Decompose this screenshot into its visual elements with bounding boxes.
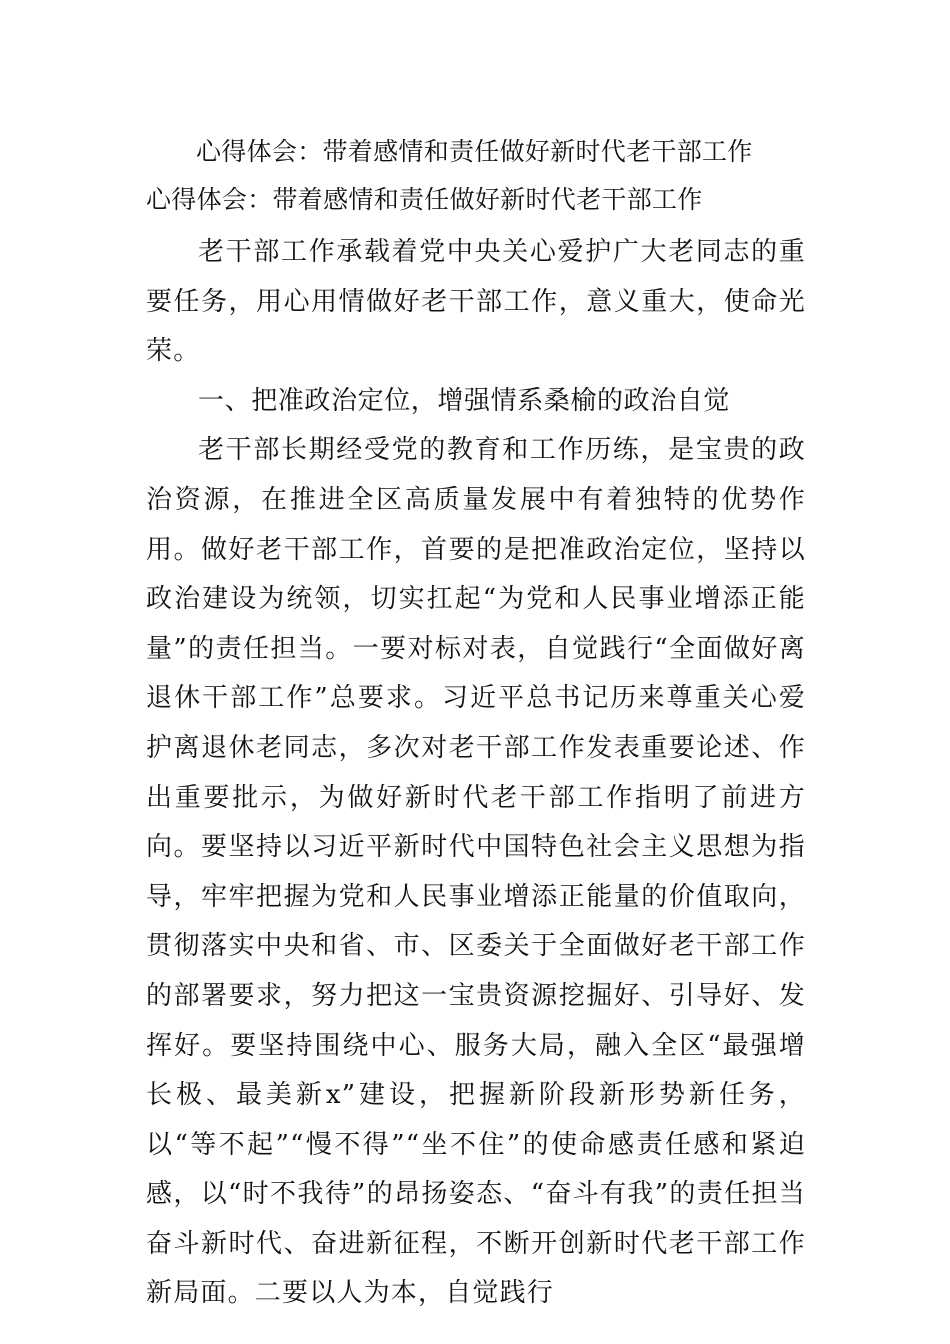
section-heading-1: 一、把准政治定位，增强情系桑榆的政治自觉 — [198, 385, 731, 416]
document-title: 心得体会：带着感情和责任做好新时代老干部工作 — [196, 137, 753, 166]
body-paragraph: 老干部长期经受党的教育和工作历练，是宝贵的政治资源，在推进全区高质量发展中有着独特的优势作用。做好老干部工作，首要的是把准政治定位，坚持以政治建设为统领，切实扛起“为党和人民事业增添正能量”的责任担当。一要对标对表，自觉践行“全面做好离退休干部工作”总要求。习近平总书记历来尊重关心爱护离退休老同志，多次对老干部工作发表重要论述、作出重要批示，为做好新时代老干部工作指明了前进方向。要坚持以习近平新时代中国特色社会主义思想为指导，牢牢把握为党和人民事业增添正能量的价值取向，贯彻落实中央和省、市、区委关于全面做好老干部工作的部署要求，努力把这一宝贵资源挖掘好、引导好、发挥好。要坚持围绕中心、服务大局，融入全区“最强增长极、最美新x”建设，把握新阶段新形势新任务，以“等不起”“慢不得”“坐不住”的使命感责任感和紧迫感，以“时不我待”的昂扬姿态、“奋斗有我”的责任担当奋斗新时代、奋进新征程，不断开创新时代老干部工作新局面。二要以人为本，自觉践行 — [146, 435, 806, 1309]
document-title-repeat: 心得体会：带着感情和责任做好新时代老干部工作 — [146, 185, 703, 214]
intro-paragraph: 老干部工作承载着党中央关心爱护广大老同志的重要任务，用心用情做好老干部工作，意义重大，使命光荣。 — [146, 237, 806, 367]
document-body — [146, 228, 806, 1319]
